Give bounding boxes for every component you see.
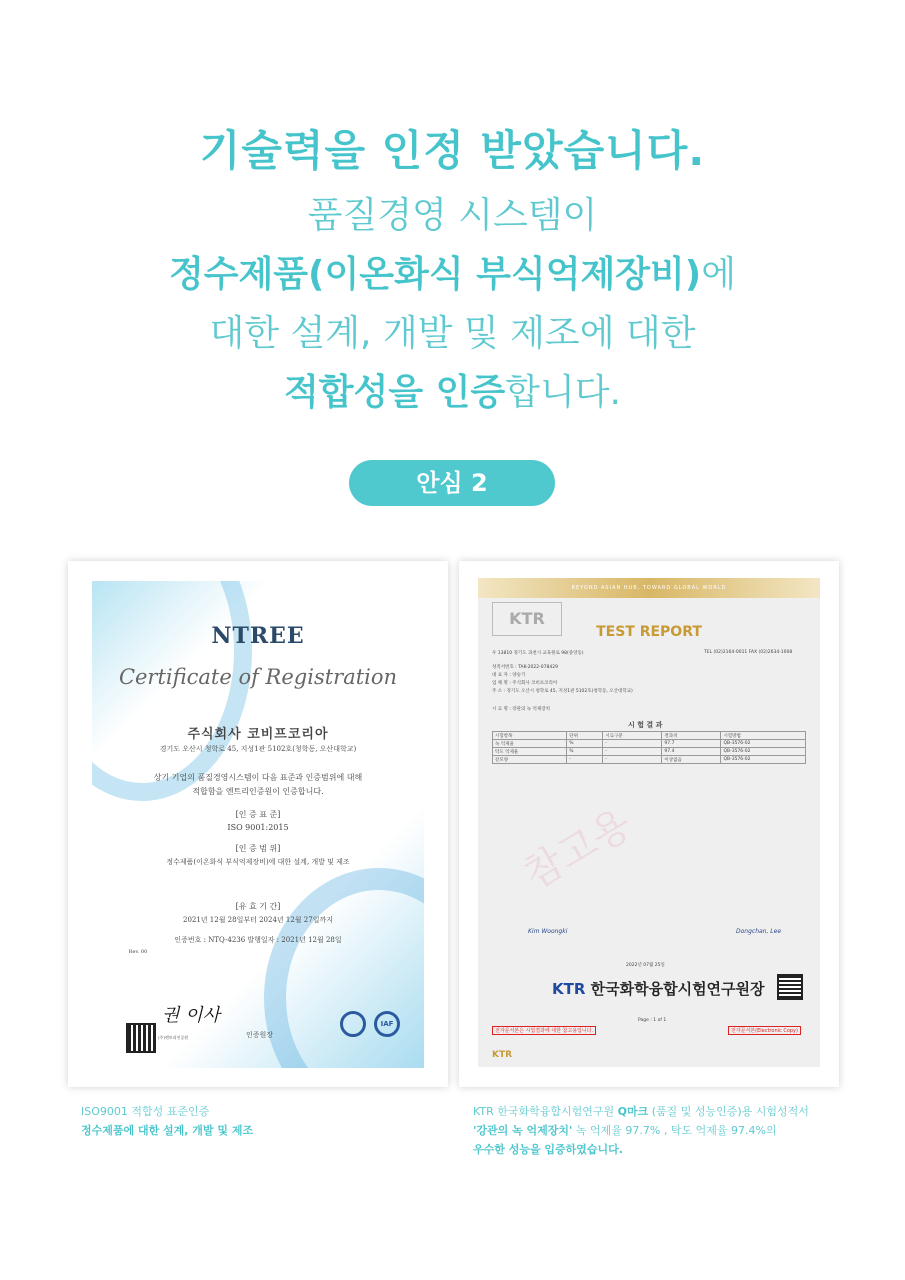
report-institute xyxy=(552,978,765,999)
caption-right-bold: Q마크 xyxy=(617,1105,649,1118)
caption-right-text: (품질 및 성능인증)용 시험성적서 xyxy=(648,1105,809,1118)
table-cell: QB-3576-02 xyxy=(721,756,806,764)
cert-validity-value: 2021년 12월 28일부터 2024년 12월 27일까지 xyxy=(182,916,333,924)
table-row xyxy=(493,740,806,748)
iso-certificate-image xyxy=(92,581,424,1068)
cert-brand: NTREE xyxy=(211,623,305,649)
caption-right-line-1 xyxy=(473,1102,809,1121)
table-cell: 이상없음 xyxy=(662,756,721,764)
decorative-swirl xyxy=(264,868,424,1068)
cert-scope-value: 정수제품(이온화식 부식억제장비)에 대한 설계, 개발 및 제조 xyxy=(166,858,350,866)
jas-anz-logo-icon xyxy=(340,1011,366,1037)
table-header-row xyxy=(493,732,806,740)
intro-line-1: 품질경영 시스템이 xyxy=(307,195,598,236)
table-cell: 녹 억제율 xyxy=(493,740,567,748)
table-cell: 탁도 억제율 xyxy=(493,748,567,756)
cert-statement-2: 적합함을 엔트리인증원이 인증합니다. xyxy=(192,787,324,796)
report-row-2: 대 표 자 : 양승기 xyxy=(492,673,526,678)
page-headline: 기술력을 인정 받았습니다. xyxy=(199,126,706,175)
report-page: Page : 1 of 1 xyxy=(638,1018,667,1023)
report-row-3: 업 체 명 : 주식회사 코비프코리아 xyxy=(492,681,558,686)
cert-scope-label: [인 증 범 위] xyxy=(235,844,281,853)
institute-name: 한국화학융합시험연구원장 xyxy=(590,980,765,998)
cert-script-title: Certificate of Registration xyxy=(118,665,398,689)
table-header-cell: 시료구분 xyxy=(603,732,662,740)
ktr-logo-icon: KTR xyxy=(492,602,562,636)
caption-right xyxy=(473,1102,809,1159)
report-signer-left: Kim Woongki xyxy=(528,928,568,935)
cert-signature: 권 이사 xyxy=(162,1005,220,1026)
table-header-cell: 단위 xyxy=(567,732,603,740)
caption-right-text: KTR 한국화학융합시험연구원 xyxy=(473,1105,618,1118)
report-sample: 시 료 명 : 강관의 녹 억제장치 xyxy=(492,707,550,712)
safety-badge: 안심 2 xyxy=(349,460,555,506)
report-tel: TEL (02)2164-0011 FAX (02)2634-1008 xyxy=(704,650,793,655)
report-result-title: 시 험 결 과 xyxy=(628,721,663,729)
table-cell: QB-3576-02 xyxy=(721,740,806,748)
report-date: 2022년 07월 25일 xyxy=(626,963,665,968)
report-row-1: 성적서번호 : TAK-2022-078429 xyxy=(492,665,558,670)
cert-statement-1: 상기 기업의 품질경영시스템이 다음 표준과 인증범위에 대해 xyxy=(153,773,363,782)
intro-text xyxy=(0,186,905,422)
table-header-cell: 시험방법 xyxy=(721,732,806,740)
table-cell: 97.4 xyxy=(662,748,721,756)
report-red-note-right: 전자문서본(Electronic Copy) xyxy=(728,1026,801,1035)
qr-code-icon xyxy=(126,1023,156,1053)
table-header-cell: 결과치 xyxy=(662,732,721,740)
cert-statement xyxy=(92,771,424,799)
report-red-note-left: 전자문서본은 시험결과에 대한 참고용입니다. xyxy=(492,1026,596,1035)
report-signer-right: Dongchan, Lee xyxy=(736,928,782,935)
table-cell: - xyxy=(603,740,662,748)
cert-company: 주식회사 코비프코리아 xyxy=(187,727,329,742)
table-cell: 같모양 xyxy=(493,756,567,764)
cert-validity-label: [유 효 기 간] xyxy=(235,902,281,911)
report-result-table xyxy=(492,731,806,764)
intro-line-2-rest: 에 xyxy=(701,254,737,295)
table-cell: - xyxy=(603,748,662,756)
caption-right-text: 녹 억제율 97.7% , 탁도 억제율 97.4%의 xyxy=(572,1124,777,1137)
caption-right-line-3 xyxy=(473,1140,809,1159)
table-cell: QB-3576-02 xyxy=(721,748,806,756)
caption-left-line-1: ISO9001 적합성 표준인증 xyxy=(81,1105,210,1118)
cert-revision: Rev. 00 xyxy=(128,949,148,955)
intro-line-4-bold: 적합성을 인증 xyxy=(284,372,506,413)
cert-standard-label: [인 증 표 준] xyxy=(235,810,281,819)
iaf-logo-icon: IAF xyxy=(374,1011,400,1037)
qr-code-icon xyxy=(777,974,803,1000)
intro-line-4-rest: 합니다. xyxy=(505,372,621,413)
report-watermark: 참고용 xyxy=(516,800,640,899)
report-title: TEST REPORT xyxy=(596,624,702,640)
caption-right-line-2 xyxy=(473,1121,809,1140)
cert-site: (주)엔트리인증원 xyxy=(158,1035,189,1040)
table-cell: - xyxy=(603,756,662,764)
test-report-card xyxy=(459,561,839,1087)
cert-number: 인증번호 : NTQ-4236 발행일자 : 2021년 12월 28일 xyxy=(174,936,342,944)
decorative-swirl xyxy=(92,581,252,801)
caption-right-bold: 우수한 성능을 입증하였습니다. xyxy=(473,1143,623,1156)
ktr-wordmark: KTR xyxy=(552,980,586,998)
table-header-cell: 시험항목 xyxy=(493,732,567,740)
table-cell: % xyxy=(567,740,603,748)
table-row xyxy=(493,748,806,756)
certificate-card xyxy=(68,561,448,1087)
cert-standard-value: ISO 9001:2015 xyxy=(227,823,289,832)
caption-left-bold: 정수제품에 대한 설계, 개발 및 제조 xyxy=(81,1124,254,1137)
cert-signer-role: 인증원장 xyxy=(246,1031,274,1039)
intro-line-2-bold: 정수제품(이온화식 부식억제장비) xyxy=(168,254,702,295)
table-cell: 97.7 xyxy=(662,740,721,748)
report-gold-bar: BEYOND ASIAN HUB, TOWARD GLOBAL WORLD xyxy=(478,578,820,598)
intro-line-2 xyxy=(0,245,905,304)
cert-address: 경기도 오산시 청학로 45, 지성1관 5102호(청학동, 오산대학교) xyxy=(159,745,357,753)
report-row-4: 주 소 : 경기도 오산시 청학로 45, 지성1관 5102호(청학동, 오산대학교) xyxy=(492,689,633,694)
caption-left-line-2 xyxy=(81,1121,253,1140)
intro-line-3: 대한 설계, 개발 및 제조에 대한 xyxy=(209,313,696,354)
table-cell: - xyxy=(567,756,603,764)
table-row xyxy=(493,756,806,764)
caption-right-bold: '강관의 녹 억제장치' xyxy=(473,1124,573,1137)
report-footer-logo: KTR xyxy=(492,1050,513,1060)
caption-left xyxy=(81,1102,253,1140)
intro-line-4 xyxy=(0,363,905,422)
table-cell: % xyxy=(567,748,603,756)
ktr-test-report-image xyxy=(478,578,820,1067)
report-address: 우 13810 경기도 과천시 교육원로 98(중앙동) xyxy=(492,651,584,656)
